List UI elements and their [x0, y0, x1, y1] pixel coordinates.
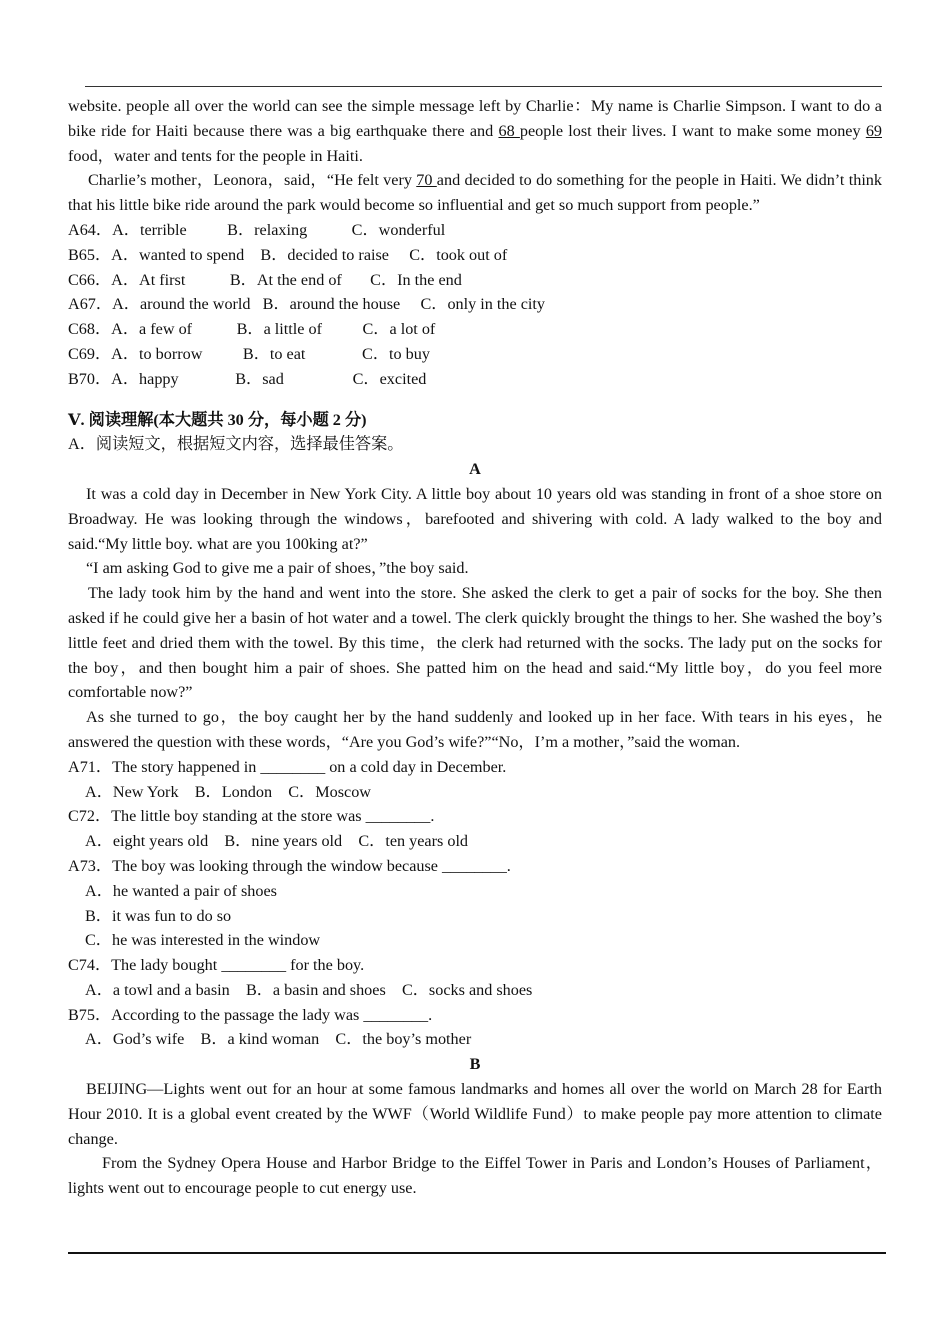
question-74-options: A．a towl and a basin B．a basin and shoes C．socks and shoes — [85, 980, 533, 999]
page-content — [68, 94, 882, 1201]
question-73-option-a: A．he wanted a pair of shoes — [85, 881, 277, 900]
cloze-text: people lost their lives. I want to make some money — [519, 121, 866, 140]
passage-a-paragraph: It was a cold day in December in New York City. A little boy about 10 years old was standing in front of a shoe store on Broadway. He was looking through the windows，barefooted and shivering with cold. A lady walked to the boy and said.“My little boy. what are you 100king at?” — [68, 484, 882, 553]
passage-b-title: B — [469, 1055, 481, 1074]
cloze-paragraph-2 — [68, 168, 882, 218]
blank-69: 69 — [865, 121, 882, 140]
passage-a-paragraph: “I am asking God to give me a pair of shoes，”the boy said. — [86, 559, 469, 578]
question-73-option-b: B．it was fun to do so — [85, 906, 232, 925]
answer-line: C68．A．a few of B．a little of C．a lot of — [68, 320, 436, 339]
question-74: C74．The lady bought ________ for the boy. — [68, 956, 365, 975]
section-instruction: A．阅读短文，根据短文内容，选择最佳答案。 — [68, 435, 404, 454]
answer-line: A64．A．terrible B．relaxing C．wonderful — [68, 220, 446, 239]
cloze-text: and decided to do something for the people in Haiti. We didn’t think that his little bike ride around the park would become so influential and get so much support from people.” — [68, 171, 882, 215]
cloze-text: Charlie’s mother，Leonora，said，“He felt very — [88, 171, 417, 190]
passage-a-paragraph: As she turned to go，the boy caught her by the hand suddenly and looked up in her face. With tears in his eyes，he answered the question with these words，“Are you God’s wife?”“No，I’m a mother，”said the woman. — [68, 708, 882, 751]
answer-line: C66．A．At first B．At the end of C．In the end — [68, 270, 462, 289]
header-rule — [85, 86, 882, 87]
question-75: B75．According to the passage the lady was ________. — [68, 1005, 433, 1024]
section-heading: Ⅴ. 阅读理解(本大题共 30 分，每小题 2 分) — [68, 410, 367, 429]
question-73: A73．The boy was looking through the window because ________. — [68, 856, 511, 875]
answer-line: C69．A．to borrow B．to eat C．to buy — [68, 344, 430, 363]
passage-a-paragraph: The lady took him by the hand and went into the store. She asked the clerk to get a pair of socks for the boy. She then asked if he could give her a basin of hot water and a towel. The clerk quickly brought the things to her. She washed the boy’s little feet and dried them with the towel. By this time，the clerk had returned with the socks. The lady put on the socks for the boy，and then bought him a pair of shoes. She patted him on the head and said.“My little boy，do you feel more comfortable now?” — [68, 584, 882, 702]
question-72: C72．The little boy standing at the store was ________. — [68, 807, 435, 826]
passage-b-paragraph: BEIJING—Lights went out for an hour at some famous landmarks and homes all over the world on March 28 for Earth Hour 2010. It is a global event created by the WWF（World Wildlife Fund）to make people pay more attention to climate change. — [68, 1080, 882, 1148]
question-71: A71．The story happened in ________ on a cold day in December. — [68, 757, 507, 776]
question-72-options: A．eight years old B．nine years old C．ten years old — [85, 832, 469, 851]
answer-line: A67．A．around the world B．around the house C．only in the city — [68, 295, 546, 314]
cloze-paragraph-1 — [68, 94, 882, 168]
footer-rule — [68, 1252, 886, 1254]
answer-line: B70．A．happy B．sad C．excited — [68, 369, 427, 388]
question-71-options: A．New York B．London C．Moscow — [85, 782, 371, 801]
passage-a-title: A — [469, 460, 481, 479]
blank-68: 68 — [498, 121, 520, 140]
cloze-text: website. people all over the world can see the simple message left by Charlie：My name is Charlie Simpson. I want to do a bike ride for Haiti because there was a big earthquake there and — [68, 97, 882, 140]
answer-line: B65．A．wanted to spend B．decided to raise C．took out of — [68, 245, 508, 264]
question-75-options: A．God’s wife B．a kind woman C．the boy’s mother — [85, 1030, 472, 1049]
blank-70: 70 — [416, 171, 437, 190]
spacer — [68, 392, 882, 408]
cloze-text: food，water and tents for the people in Haiti. — [68, 146, 363, 165]
question-73-option-c: C．he was interested in the window — [85, 931, 321, 950]
passage-b-paragraph: From the Sydney Opera House and Harbor Bridge to the Eiffel Tower in Paris and London’s Houses of Parliament，lights went out to encourage people to cut energy use. — [68, 1154, 882, 1198]
